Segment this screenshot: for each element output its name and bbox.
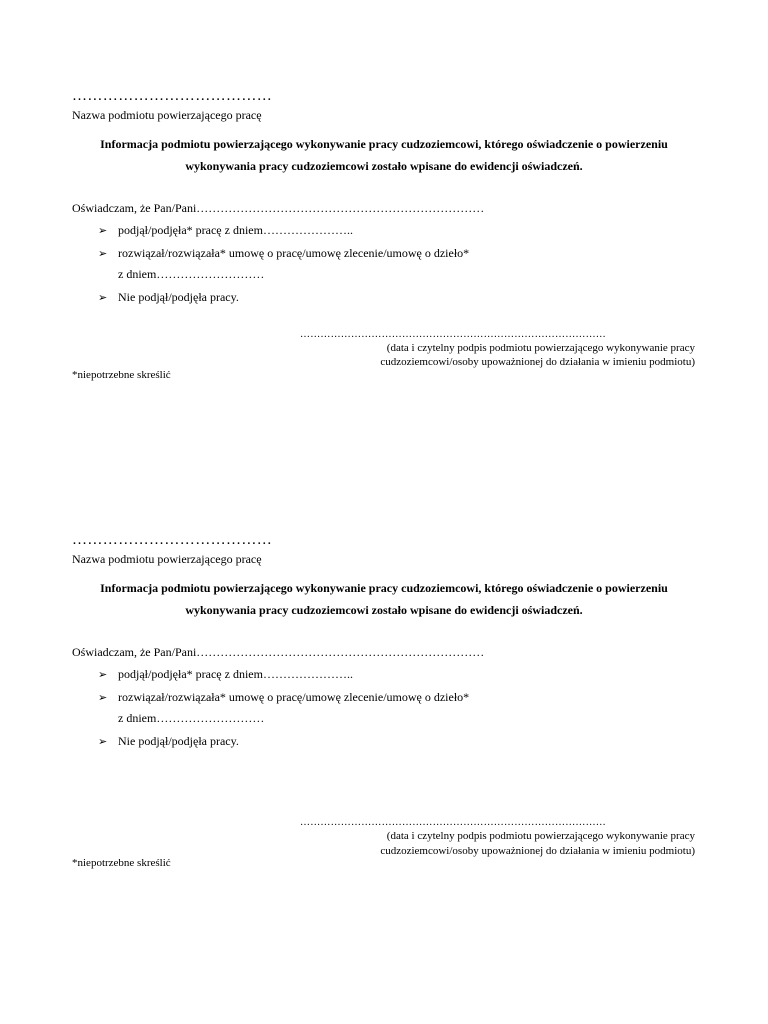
arrow-bullet-icon: ➢ [98,247,108,260]
option-did-not-start [98,734,239,749]
footnote: *niepotrzebne skreślić [72,369,171,381]
option-text: Nie podjął/podjęła pracy. [118,734,239,748]
option-text: Nie podjął/podjęła pracy. [118,290,239,304]
arrow-bullet-icon: ➢ [98,735,108,748]
entity-name-label: Nazwa podmiotu powierzającego pracę [72,552,262,566]
form-heading-line-1: Informacja podmiotu powierzającego wykonywanie pracy cudzoziemcowi, którego oświadczenie o powierzeniu [100,137,668,151]
signature-line: ……………………………………………………………………………… [300,329,606,340]
declaration-statement: Oświadczam, że Pan/Pani……………………………………………………………… [72,645,485,659]
termination-date-line: z dniem……………………… [118,711,265,725]
arrow-bullet-icon: ➢ [98,224,108,237]
option-terminated-contract [98,690,469,705]
form-heading-line-2: wykonywania pracy cudzoziemcowi zostało wpisane do ewidencji oświadczeń. [185,603,583,617]
entity-name-label: Nazwa podmiotu powierzającego pracę [72,108,262,122]
signature-caption-line-2: cudzoziemcowi/osoby upoważnionej do działania w imieniu podmiotu) [380,845,695,857]
declaration-statement: Oświadczam, że Pan/Pani……………………………………………………………… [72,201,485,215]
signature-caption-line-1: (data i czytelny podpis podmiotu powierzającego wykonywanie pracy [386,342,695,354]
arrow-bullet-icon: ➢ [98,691,108,704]
footnote: *niepotrzebne skreślić [72,857,171,869]
option-text: rozwiązał/rozwiązała* umowę o pracę/umowę zlecenie/umowę o dzieło* [118,246,470,260]
signature-caption-line-1: (data i czytelny podpis podmiotu powierzającego wykonywanie pracy [386,830,695,842]
option-text: rozwiązał/rozwiązała* umowę o pracę/umowę zlecenie/umowę o dzieło* [118,690,470,704]
option-text: podjął/podjęła* pracę z dniem………………….. [118,667,353,681]
option-text: podjął/podjęła* pracę z dniem………………….. [118,223,353,237]
termination-date-line: z dniem……………………… [118,267,265,281]
form-heading-line-1: Informacja podmiotu powierzającego wykonywanie pracy cudzoziemcowi, którego oświadczenie o powierzeniu [100,581,668,595]
option-started-work [98,667,353,682]
signature-caption-line-2: cudzoziemcowi/osoby upoważnionej do działania w imieniu podmiotu) [380,356,695,368]
entity-name-line: ………………………………… [72,88,273,104]
arrow-bullet-icon: ➢ [98,668,108,681]
option-did-not-start [98,290,239,305]
entity-name-line: ………………………………… [72,532,273,548]
arrow-bullet-icon: ➢ [98,291,108,304]
signature-line: ……………………………………………………………………………… [300,817,606,828]
option-started-work [98,223,353,238]
form-heading-line-2: wykonywania pracy cudzoziemcowi zostało wpisane do ewidencji oświadczeń. [185,159,583,173]
option-terminated-contract [98,246,469,261]
